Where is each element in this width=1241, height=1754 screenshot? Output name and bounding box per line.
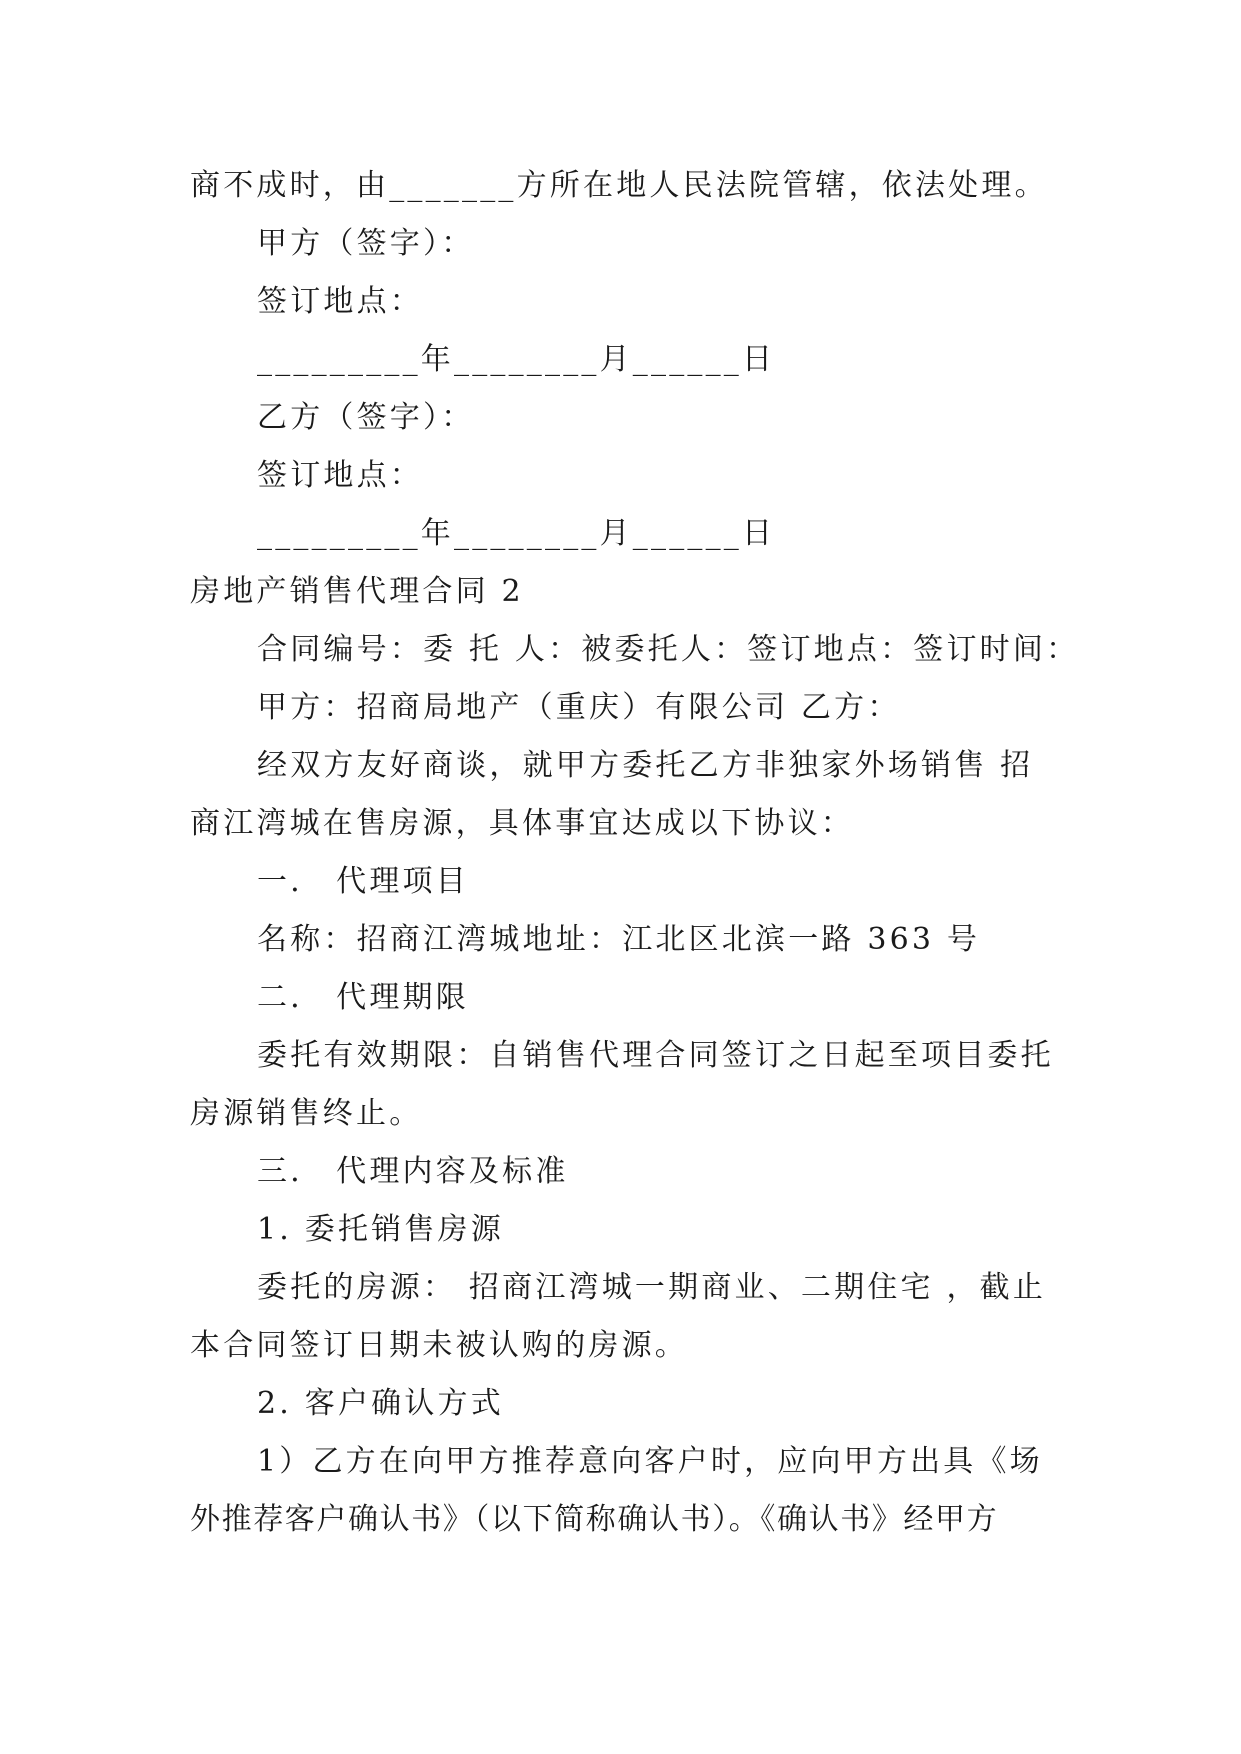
text-line: 合同编号：委 托 人：被委托人：签订地点：签订时间： bbox=[257, 632, 1080, 667]
subsection-heading: 2. 客户确认方式 bbox=[257, 1386, 504, 1421]
date-blank-line: _________年________月______日 bbox=[257, 342, 776, 377]
text-line: 委托有效期限：自销售代理合同签订之日起至项目委托 bbox=[257, 1038, 1054, 1073]
text-line: 本合同签订日期未被认购的房源。 bbox=[190, 1328, 688, 1363]
contract-title: 房地产销售代理合同 2 bbox=[190, 574, 524, 609]
party-b-signature-label: 乙方（签字）： bbox=[257, 400, 475, 435]
text-line: 委托的房源： 招商江湾城一期商业、二期住宅 ，截止 bbox=[257, 1270, 1047, 1305]
section-heading: 一． 代理项目 bbox=[257, 864, 469, 899]
text-line: 房源销售终止。 bbox=[190, 1096, 423, 1131]
text-line: 1）乙方在向甲方推荐意向客户时，应向甲方出具《场 bbox=[257, 1444, 1043, 1479]
text-line: 商江湾城在售房源，具体事宜达成以下协议： bbox=[190, 806, 854, 841]
signing-place-label: 签订地点： bbox=[257, 284, 423, 319]
text-line: 外推荐客户确认书》（以下简称确认书）。《确认书》经甲方 bbox=[190, 1502, 999, 1537]
text-line: 商不成时，由_______方所在地人民法院管辖，依法处理。 bbox=[190, 168, 1048, 203]
date-blank-line: _________年________月______日 bbox=[257, 516, 776, 551]
section-heading: 三． 代理内容及标准 bbox=[257, 1154, 569, 1189]
text-line: 经双方友好商谈，就甲方委托乙方非独家外场销售 招 bbox=[257, 748, 1034, 783]
text-line: 名称：招商江湾城地址：江北区北滨一路 363 号 bbox=[257, 922, 981, 957]
subsection-heading: 1. 委托销售房源 bbox=[257, 1212, 504, 1247]
party-a-signature-label: 甲方（签字）： bbox=[257, 226, 475, 261]
text-line: 甲方：招商局地产（重庆）有限公司 乙方： bbox=[257, 690, 901, 725]
signing-place-label: 签订地点： bbox=[257, 458, 423, 493]
section-heading: 二． 代理期限 bbox=[257, 980, 469, 1015]
